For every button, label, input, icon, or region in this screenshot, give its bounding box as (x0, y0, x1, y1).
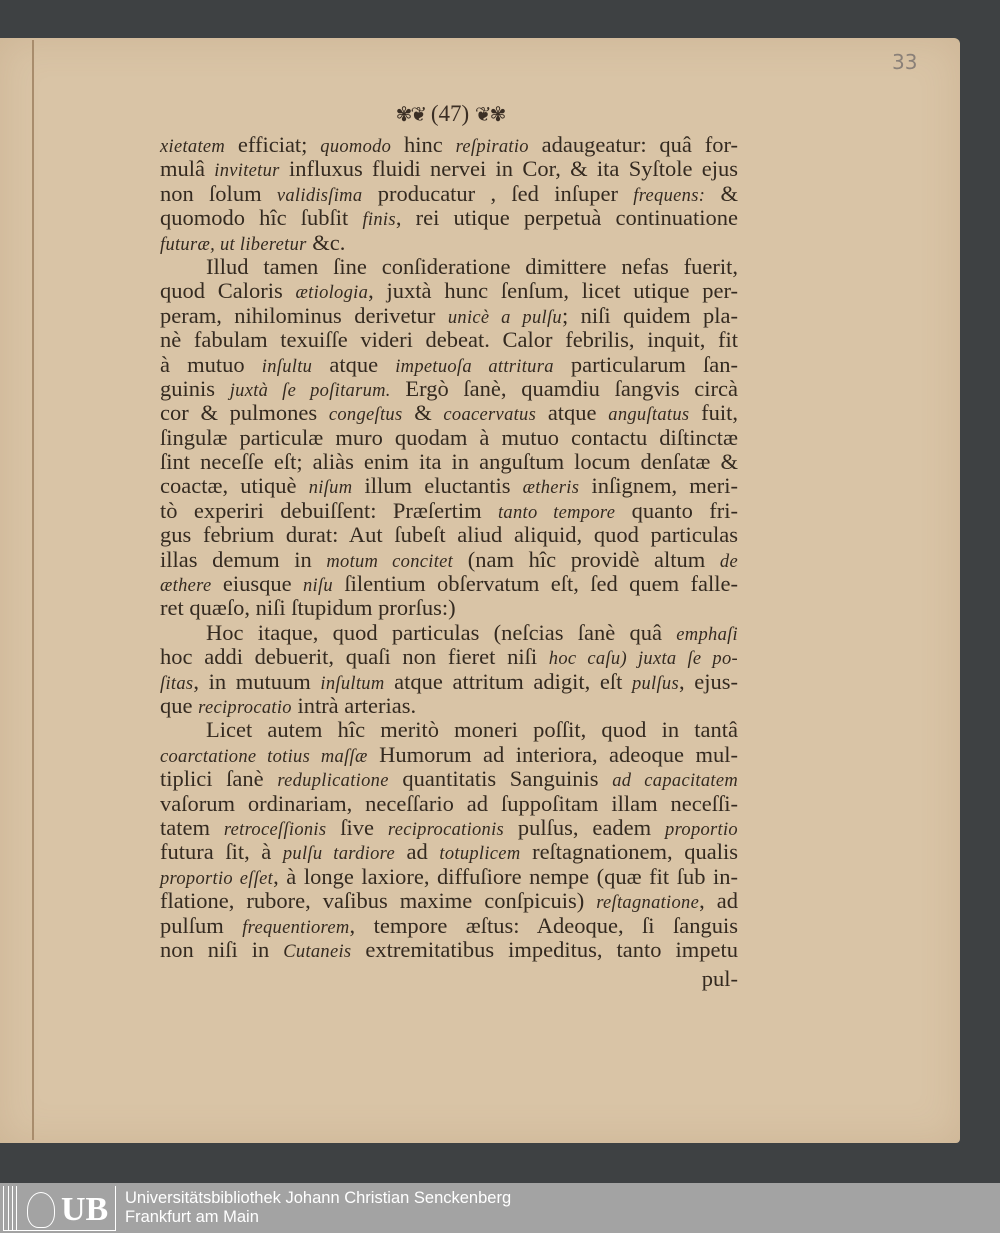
text-line (160, 353, 738, 377)
text-line (160, 255, 738, 279)
text-segment: Hoc itaque, quod particulas (neſcias ſanè quâ (206, 619, 677, 645)
library-name[interactable] (125, 1189, 511, 1227)
italic-text: finis (362, 210, 396, 231)
text-line (160, 889, 738, 913)
italic-text: emphaſi (676, 624, 738, 645)
text-line (160, 840, 738, 864)
text-segment: guinis (160, 375, 230, 401)
text-segment: illum eluctantis (352, 473, 523, 499)
italic-text: xietatem (160, 137, 226, 157)
text-segment: , in mutuum (193, 668, 321, 694)
italic-text: reduplicatione (277, 771, 389, 792)
italic-text: Cutaneis (283, 941, 352, 962)
italic-text: impetuoſa attritura (395, 356, 554, 377)
text-line (160, 694, 738, 718)
logo-text: UB (61, 1191, 109, 1228)
text-segment: vaſorum ordinariam, neceſſario ad ſuppoſitam illam neceſſi- (160, 790, 738, 816)
library-name-line1: Universitätsbibliothek Johann Christian Senckenberg (125, 1189, 512, 1207)
italic-text: reſtagnatione (596, 893, 700, 914)
text-line (160, 938, 738, 962)
text-segment: pulſum (160, 912, 243, 938)
text-segment: & (705, 180, 738, 206)
italic-text: proportio (665, 819, 738, 840)
text-line (160, 426, 738, 450)
text-segment: tò experiri debuiſſent: Præſertim (160, 497, 498, 523)
text-segment: que (160, 692, 199, 718)
italic-text: inſultu (261, 356, 313, 377)
text-segment: peram, nihilominus derivetur (160, 302, 448, 328)
italic-text: reciprocationis (387, 819, 505, 840)
text-line (160, 865, 738, 889)
catchword: pul- (701, 966, 738, 991)
text-segment: inſignem, meri- (579, 473, 738, 499)
text-segment: hinc (391, 132, 456, 157)
italic-text: totuplicem (439, 844, 521, 865)
text-segment: Ergò ſanè, quamdiu ſangvis circà (390, 375, 738, 401)
text-segment: intrà arterias. (291, 692, 417, 718)
text-line (160, 328, 738, 352)
text-segment: ſilentium obſervatum eſt, ſed quem falle- (332, 571, 739, 597)
text-segment: ; niſi quidem pla- (561, 302, 738, 328)
italic-text: æthere (160, 576, 212, 597)
text-segment: illas demum in (160, 546, 327, 572)
library-logo[interactable] (3, 1186, 116, 1231)
italic-text: pulſu tardiore (282, 844, 395, 865)
text-segment: adaugeatur: quâ for- (528, 132, 738, 157)
text-segment: & (402, 400, 444, 426)
text-segment: mulâ (160, 156, 215, 182)
italic-text: invitetur (214, 161, 280, 182)
text-segment: , ad (699, 888, 738, 914)
library-name-line2: Frankfurt am Main (125, 1208, 259, 1226)
text-segment: cor & pulmones (160, 400, 329, 426)
body-text (160, 133, 738, 962)
italic-text: ſitas (160, 673, 194, 694)
text-segment: coactæ, utiquè (160, 473, 309, 499)
italic-text: ætheris (522, 478, 580, 499)
italic-text: anguſtatus (608, 405, 690, 426)
text-segment: ret quæſo, niſi ſtupidum prorſus:) (160, 595, 456, 621)
italic-text: reſpiratio (455, 137, 529, 157)
text-line (160, 621, 738, 645)
text-segment: quanto fri- (615, 497, 738, 523)
italic-text: ad capacitatem (612, 771, 738, 792)
text-segment: (nam hîc providè altum (453, 546, 720, 572)
text-segment: atque (536, 400, 609, 426)
text-segment: ad (394, 839, 440, 865)
text-line (160, 377, 738, 401)
text-line (160, 572, 738, 596)
text-segment: hoc addi debuerit, quaſi non fieret niſi (160, 644, 549, 670)
italic-text: coacervatus (443, 405, 537, 426)
text-line (160, 914, 738, 938)
logo-bars-icon (3, 1186, 17, 1230)
text-line (160, 523, 738, 547)
italic-text: pulſus (631, 673, 679, 694)
portrait-icon (27, 1192, 55, 1228)
text-segment: pulſus, eadem (504, 814, 666, 840)
text-line (160, 157, 738, 181)
text-segment: efficiat; (225, 132, 321, 157)
text-segment: producatur , ſed inſuper (362, 180, 634, 206)
text-segment: , ejus- (678, 668, 738, 694)
ornament-right-icon: ❦✾ (474, 104, 505, 126)
text-line (160, 792, 738, 816)
italic-text: congeſtus (328, 405, 403, 426)
text-line (160, 816, 738, 840)
italic-text: ætiologia (295, 283, 369, 304)
text-segment: à mutuo (160, 351, 262, 377)
text-segment: ſingulæ particulæ muro quodam à mutuo contactu diſtinctæ (160, 424, 738, 450)
text-line (160, 133, 738, 157)
text-line (160, 279, 738, 303)
text-segment: nè fabulam texuiſſe videri debeat. Calor febrilis, inquit, fit (160, 327, 738, 353)
text-segment: ſint neceſſe eſt; aliàs enim ita in anguſtum locum denſatæ & (160, 449, 738, 475)
italic-text: validisſima (276, 185, 363, 206)
text-segment: atque attritum adigit, eſt (384, 668, 632, 694)
text-segment: &c. (306, 229, 346, 255)
text-segment: Licet autem hîc meritò moneri poſſit, quod in tantâ (206, 717, 738, 743)
page-header (300, 101, 600, 127)
ornament-left-icon: ✾❦ (395, 104, 426, 126)
text-segment: quod Caloris (160, 278, 296, 304)
text-segment: influxus fluidi nervei in Cor, & ita Syſtole ejus (279, 156, 738, 182)
text-segment: tatem (160, 814, 224, 840)
text-line (160, 743, 738, 767)
italic-text: juxtà ſe poſitarum. (229, 380, 391, 401)
italic-text: frequentiorem (242, 917, 350, 938)
text-line (160, 474, 738, 498)
text-segment: non niſi in (160, 936, 284, 962)
text-segment: non ſolum (160, 180, 277, 206)
text-segment: Humorum ad interiora, adeoque mul- (367, 741, 738, 767)
page-spine (32, 40, 34, 1140)
italic-text: hoc caſu) juxta ſe po- (548, 649, 738, 670)
italic-text: reciprocatio (198, 697, 292, 718)
text-line (160, 645, 738, 669)
text-line (160, 231, 738, 255)
text-line (160, 401, 738, 425)
text-segment: atque (312, 351, 396, 377)
text-segment: , rei utique perpetuà continuatione (395, 205, 739, 231)
italic-text: futuræ, ut liberetur (160, 234, 307, 255)
text-segment: gus febrium durat: Aut ſubeſt aliud aliquid, quod particulas (160, 522, 738, 548)
text-line (160, 596, 738, 620)
text-line (160, 182, 738, 206)
italic-text: niſum (308, 478, 353, 499)
italic-text: proportio eſſet (160, 868, 274, 889)
text-segment: extremitatibus impeditus, tanto impetu (351, 936, 738, 962)
text-segment: eiusque (211, 571, 303, 597)
italic-text: motum concitet (326, 551, 454, 572)
text-segment: reſtagnationem, qualis (520, 839, 738, 865)
text-segment: flatione, rubore, vaſibus maxime conſpicuis) (160, 888, 597, 914)
text-line (160, 499, 738, 523)
text-line (160, 718, 738, 742)
italic-text: coarctatione totius maſſæ (160, 746, 368, 767)
italic-text: tanto tempore (497, 502, 616, 523)
text-segment: ſive (326, 814, 388, 840)
library-footer (0, 1183, 1000, 1233)
italic-text: unicè a pulſu (447, 307, 562, 328)
text-line (160, 670, 738, 694)
text-segment: , tempore æſtus: Adeoque, ſi ſanguis (349, 912, 738, 938)
text-segment: quomodo hîc ſubſit (160, 205, 363, 231)
text-line (160, 304, 738, 328)
text-segment: particularum ſan- (553, 351, 738, 377)
italic-text: quomodo (320, 137, 392, 157)
text-segment: Illud tamen ſine conſideratione dimittere nefas fuerit, (206, 253, 738, 279)
text-segment: fuit, (689, 400, 738, 426)
text-segment: quantitatis Sanguinis (388, 766, 613, 792)
italic-text: frequens: (633, 185, 706, 206)
text-line (160, 206, 738, 230)
shelfmark-number: 33 (892, 50, 918, 74)
text-segment: , à longe laxiore, diffuſiore nempe (quæ fit ſub in- (273, 863, 738, 889)
text-segment: tiplici ſanè (160, 766, 278, 792)
italic-text: inſultum (320, 673, 385, 694)
italic-text: de (719, 551, 738, 572)
text-segment: , juxtà hunc ſenſum, licet utique per- (368, 278, 738, 304)
italic-text: niſu (302, 576, 333, 597)
text-line (160, 450, 738, 474)
text-line (160, 548, 738, 572)
text-line (160, 767, 738, 791)
text-segment: futura ſit, à (160, 839, 283, 865)
page-number: (47) (430, 101, 470, 126)
italic-text: retroceſſionis (223, 819, 327, 840)
